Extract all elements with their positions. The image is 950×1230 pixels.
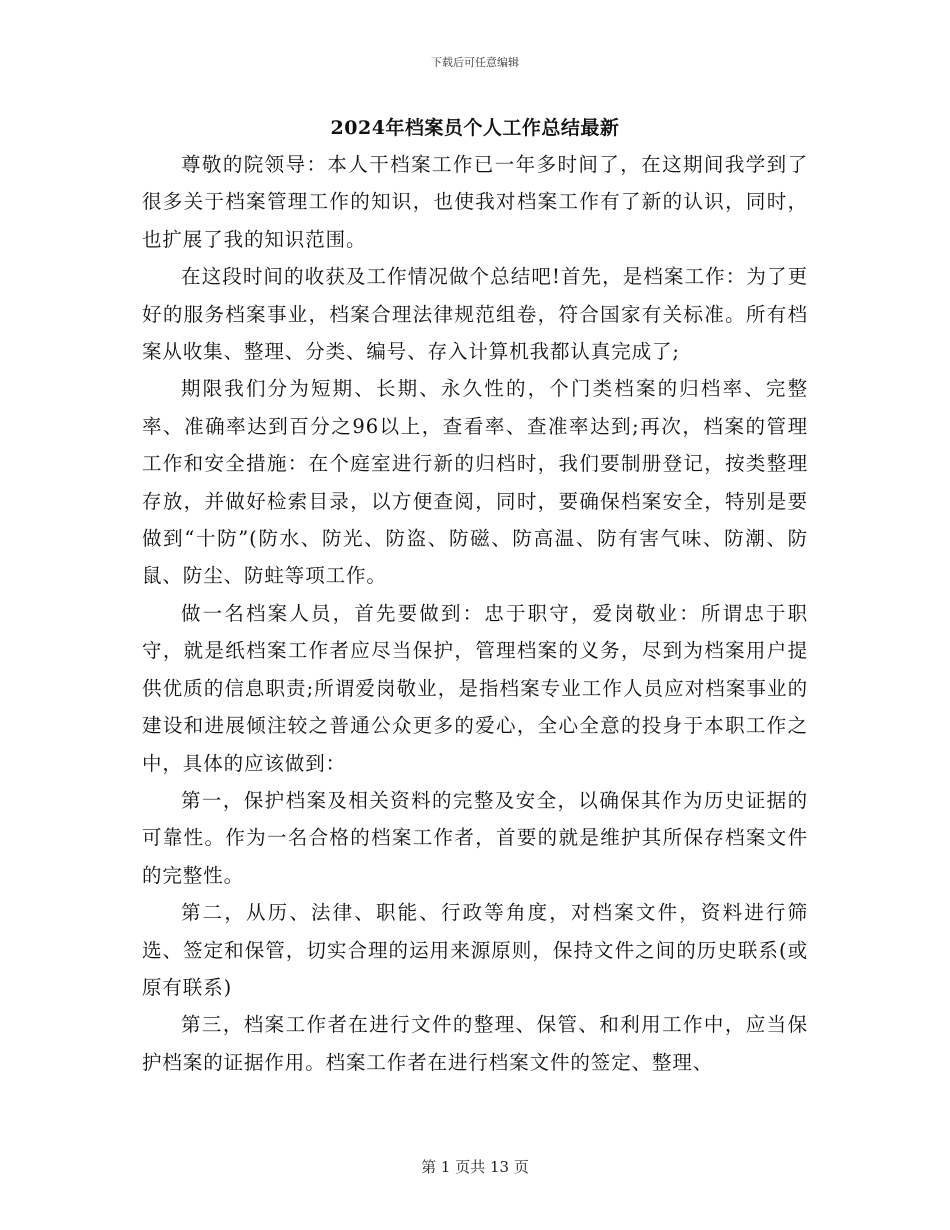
paragraph: 期限我们分为短期、长期、永久性的，个门类档案的归档率、完整率、准确率达到百分之96以上，查看率、查准率达到;再次，档案的管理工作和安全措施：在个庭室进行新的归档时，我们要制册登记，按类整理存放，并做好检索目录，以方便查阅，同时，要确保档案安全，特别是要做到“十防”(防水、防光、防盗、防磁、防高温、防有害气味、防潮、防鼠、防尘、防蛀等项工作。 xyxy=(142,377,808,588)
header-note: 下载后可任意编辑 xyxy=(431,56,519,69)
paragraph: 尊敬的院领导：本人干档案工作已一年多时间了，在这期间我学到了很多关于档案管理工作的知识，也使我对档案工作有了新的认识，同时，也扩展了我的知识范围。 xyxy=(142,153,808,251)
document-body xyxy=(142,146,808,1081)
page-indicator: 第 1 页共 13 页 xyxy=(421,1158,529,1176)
paragraph: 第二，从历、法律、职能、行政等角度，对档案文件，资料进行筛选、签定和保管，切实合理的运用来源原则，保持文件之间的历史联系(或原有联系) xyxy=(142,901,808,999)
document-title: 2024年档案员个人工作总结最新 xyxy=(330,117,620,139)
paragraph: 第一，保护档案及相关资料的完整及安全，以确保其作为历史证据的可靠性。作为一名合格的档案工作者，首要的就是维护其所保存档案文件的完整性。 xyxy=(142,788,808,887)
paragraph: 第三，档案工作者在进行文件的整理、保管、和利用工作中，应当保护档案的证据作用。档案工作者在进行档案文件的签定、整理、 xyxy=(142,1013,808,1074)
paragraph: 做一名档案人员，首先要做到：忠于职守，爱岗敬业：所谓忠于职守，就是纸档案工作者应尽当保护，管理档案的义务，尽到为档案用户提供优质的信息职责;所谓爱岗敬业，是指档案专业工作人员应对档案事业的建设和进展倾注较之普通公众更多的爱心，全心全意的投身于本职工作之中，具体的应该做到： xyxy=(142,601,808,775)
paragraph: 在这段时间的收获及工作情况做个总结吧!首先，是档案工作：为了更好的服务档案事业，档案合理法律规范组卷，符合国家有关标准。所有档案从收集、整理、分类、编号、存入计算机我都认真完成了; xyxy=(142,265,808,364)
